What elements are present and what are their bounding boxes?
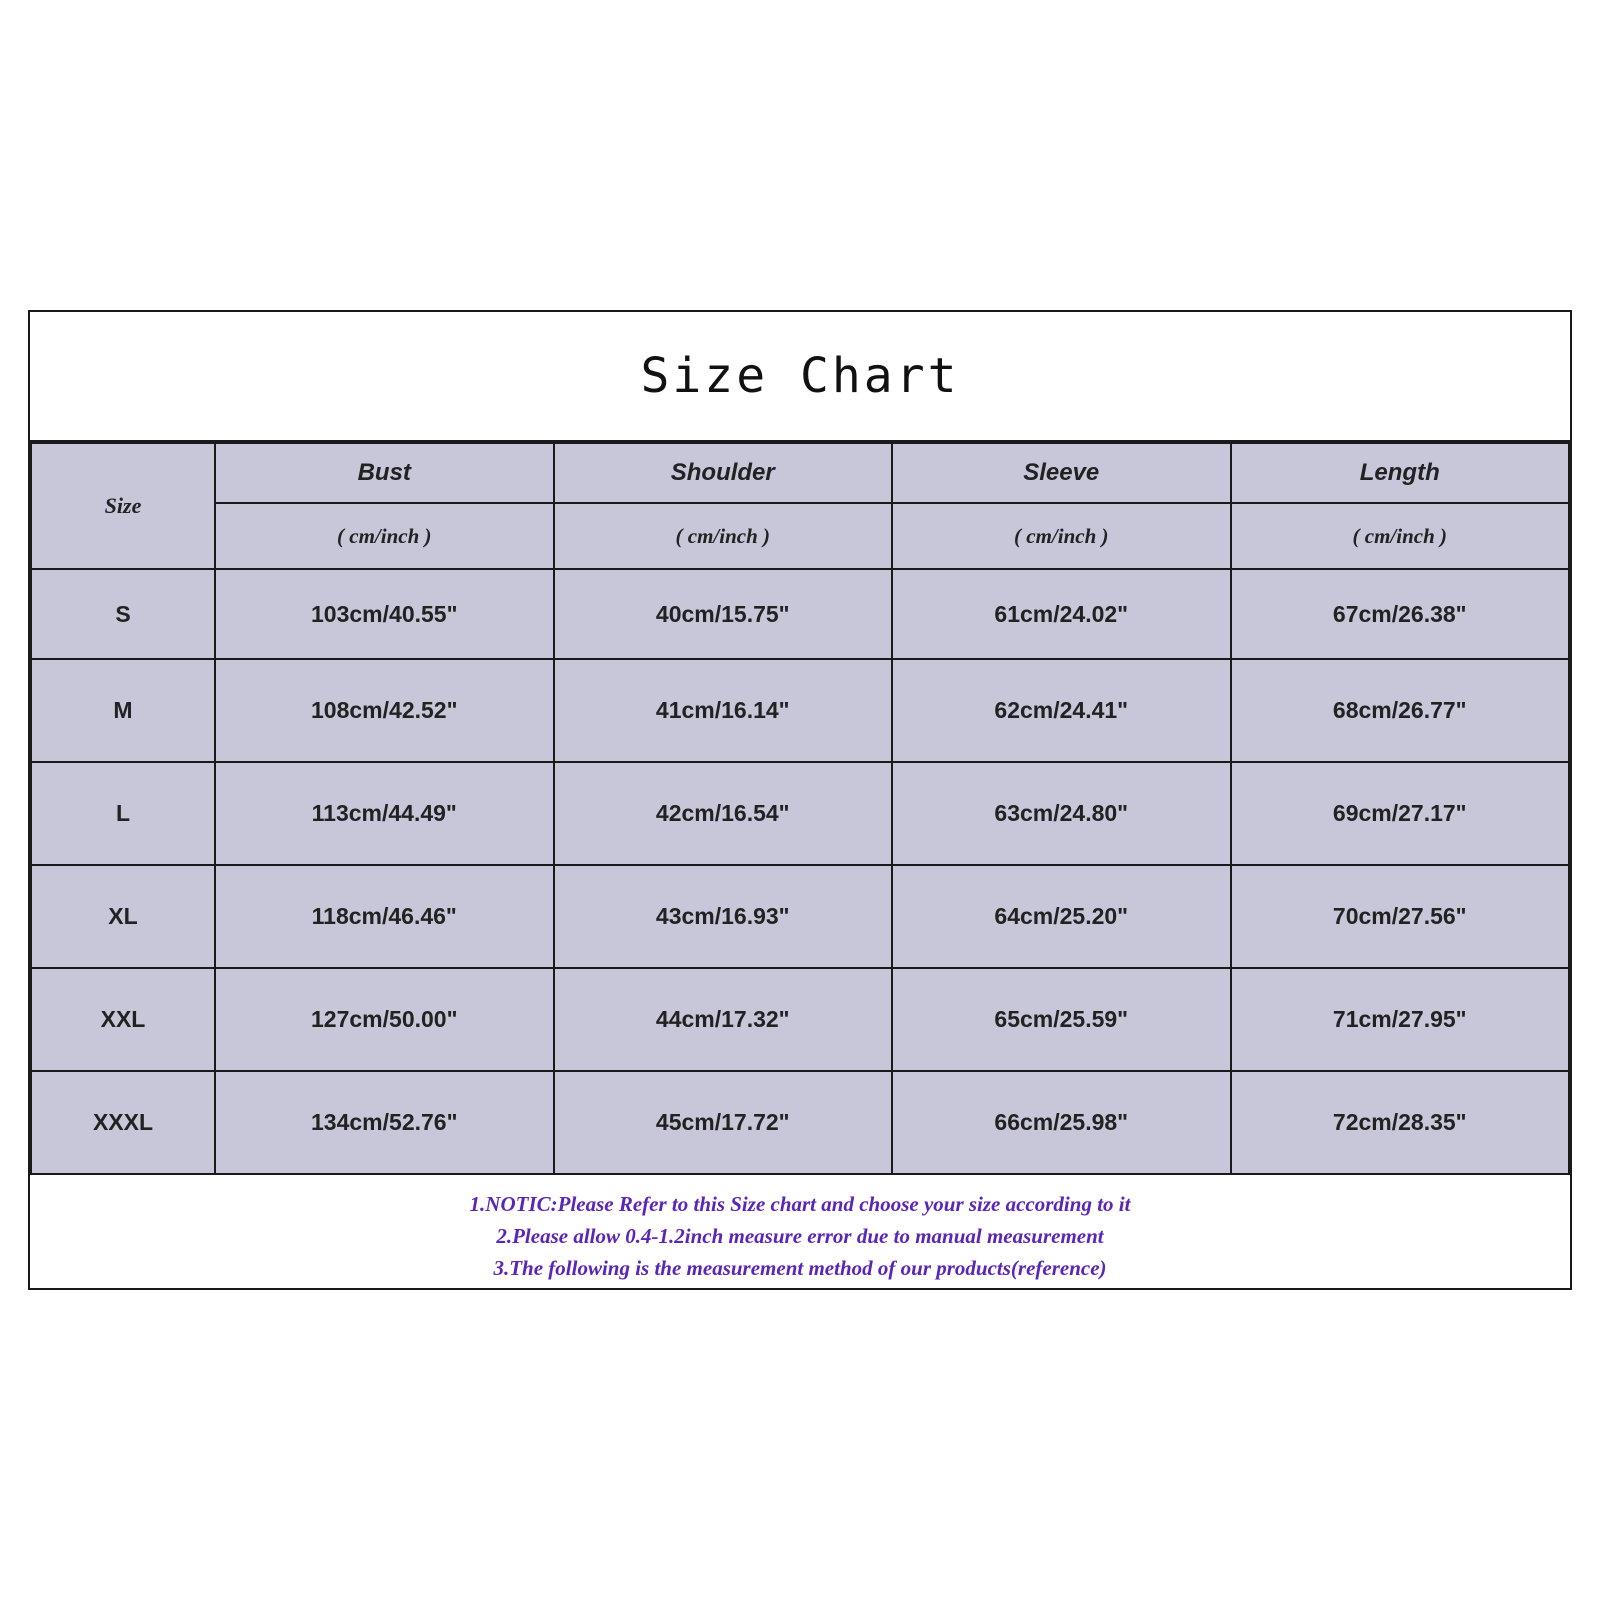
header-size: Size <box>31 443 215 569</box>
header-shoulder: Shoulder <box>554 443 893 503</box>
unit-sleeve: ( cm/inch ) <box>892 503 1231 569</box>
title-bar <box>30 312 1570 442</box>
size-cell: S <box>31 569 215 659</box>
table-row <box>31 1071 1569 1174</box>
length-cell: 68cm/26.77" <box>1231 659 1570 762</box>
size-cell: XXL <box>31 968 215 1071</box>
size-chart <box>28 310 1572 1290</box>
note-line: 1.NOTIC:Please Refer to this Size chart and choose your size according to it <box>469 1192 1131 1216</box>
header-length: Length <box>1231 443 1570 503</box>
sleeve-cell: 66cm/25.98" <box>892 1071 1231 1174</box>
table-row <box>31 968 1569 1071</box>
sleeve-cell: 61cm/24.02" <box>892 569 1231 659</box>
header-sleeve: Sleeve <box>892 443 1231 503</box>
note-line: 2.Please allow 0.4-1.2inch measure error due to manual measurement <box>496 1224 1104 1248</box>
bust-cell: 134cm/52.76" <box>215 1071 554 1174</box>
shoulder-cell: 41cm/16.14" <box>554 659 893 762</box>
header-row <box>31 443 1569 503</box>
table-row <box>31 762 1569 865</box>
header-bust: Bust <box>215 443 554 503</box>
bust-cell: 118cm/46.46" <box>215 865 554 968</box>
shoulder-cell: 42cm/16.54" <box>554 762 893 865</box>
length-cell: 71cm/27.95" <box>1231 968 1570 1071</box>
shoulder-cell: 40cm/15.75" <box>554 569 893 659</box>
length-cell: 72cm/28.35" <box>1231 1071 1570 1174</box>
size-cell: XXXL <box>31 1071 215 1174</box>
length-cell: 69cm/27.17" <box>1231 762 1570 865</box>
sleeve-cell: 65cm/25.59" <box>892 968 1231 1071</box>
bust-cell: 108cm/42.52" <box>215 659 554 762</box>
length-cell: 67cm/26.38" <box>1231 569 1570 659</box>
unit-bust: ( cm/inch ) <box>215 503 554 569</box>
note-line: 3.The following is the measurement method of our products(reference) <box>493 1256 1107 1280</box>
length-cell: 70cm/27.56" <box>1231 865 1570 968</box>
sleeve-cell: 62cm/24.41" <box>892 659 1231 762</box>
size-table <box>30 442 1570 1175</box>
table-row <box>31 569 1569 659</box>
size-cell: L <box>31 762 215 865</box>
shoulder-cell: 43cm/16.93" <box>554 865 893 968</box>
unit-row <box>31 503 1569 569</box>
table-row <box>31 659 1569 762</box>
bust-cell: 127cm/50.00" <box>215 968 554 1071</box>
shoulder-cell: 45cm/17.72" <box>554 1071 893 1174</box>
sleeve-cell: 64cm/25.20" <box>892 865 1231 968</box>
chart-title: Size Chart <box>640 348 960 404</box>
unit-shoulder: ( cm/inch ) <box>554 503 893 569</box>
bust-cell: 103cm/40.55" <box>215 569 554 659</box>
sleeve-cell: 63cm/24.80" <box>892 762 1231 865</box>
notes-section <box>30 1184 1570 1288</box>
size-cell: M <box>31 659 215 762</box>
table-row <box>31 865 1569 968</box>
bust-cell: 113cm/44.49" <box>215 762 554 865</box>
unit-length: ( cm/inch ) <box>1231 503 1570 569</box>
shoulder-cell: 44cm/17.32" <box>554 968 893 1071</box>
size-cell: XL <box>31 865 215 968</box>
